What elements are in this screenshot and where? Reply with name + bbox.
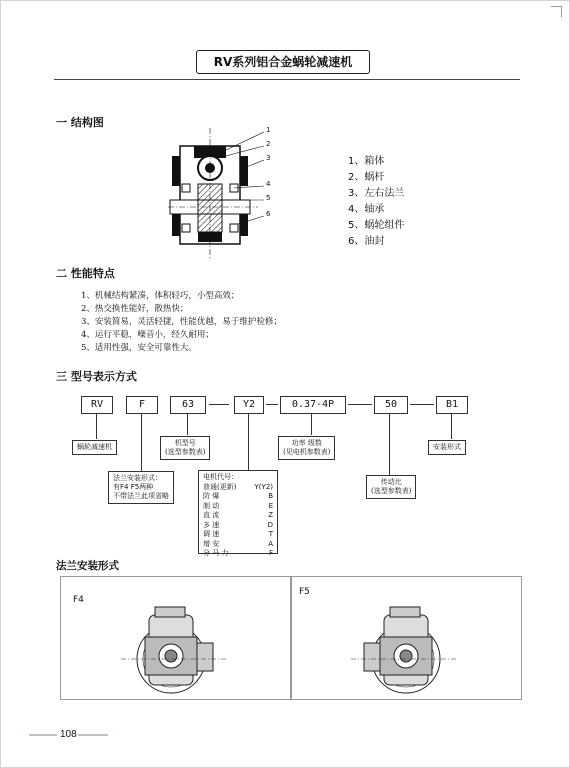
label-ratio [366,475,416,499]
page-title: RV系列铝合金蜗轮减速机 [196,50,370,74]
label-rv: 蜗轮减速机 [72,440,117,455]
motor-code: Z [268,511,273,519]
feature-item: 1、机械结构紧凑，体积轻巧，小型高效； [81,291,240,301]
part-item: 3、左右法兰 [348,188,405,199]
reducer-f4-drawing [121,597,241,695]
connector [451,413,452,439]
motor-code-row [203,502,273,512]
page-number: 108 [60,729,77,740]
motor-code: E [268,501,273,510]
motor-code: T [268,530,273,538]
footer-bar-right [78,734,108,736]
callout-5: 5 [266,194,271,202]
motor-type: 多 速 [203,520,220,529]
connector [141,413,142,471]
motor-code-row [203,530,273,540]
code-rv: RV [81,396,113,414]
footer-bar-left [29,734,57,736]
connector [248,413,249,471]
code-size: 63 [170,396,206,414]
motor-code-heading: 电机代号： [203,473,238,481]
section-model-heading: 三 型号表示方式 [56,370,137,383]
code-mount: B1 [436,396,468,414]
motor-type: 普通(更新) [203,482,237,491]
label-ratio-line: (选型参数表) [371,487,412,495]
part-item: 5、蜗轮组件 [348,220,405,231]
motor-code-row [203,511,273,521]
label-size [160,436,210,460]
callout-6: 6 [266,210,271,218]
code-flange: F [126,396,158,414]
part-item: 1、箱体 [348,156,385,167]
corner-mark [551,6,562,17]
motor-code-row [203,540,273,550]
structure-diagram [168,128,278,258]
callout-1: 1 [266,126,271,134]
motor-type: 增 安 [203,539,220,548]
motor-type: 制 动 [203,501,220,510]
connector [187,413,188,435]
motor-code-row [203,483,273,493]
section-performance-heading: 二 性能特点 [56,267,115,280]
parts-list [348,154,404,250]
part-item: 4、轴承 [348,204,385,215]
motor-code-row [203,549,273,559]
motor-code: A [268,539,273,548]
connector [389,413,390,475]
label-power [278,436,335,460]
motor-code-row [203,492,273,502]
feature-item: 3、安装简易，灵活轻捷，性能优越，易于维护检修； [81,317,282,327]
part-item: 6、油封 [348,236,385,247]
label-flange [108,471,174,504]
flange-f4-label: F4 [73,595,84,605]
flange-panel-f4 [60,576,292,700]
separator [209,404,229,405]
flange-panel-f5 [290,576,522,700]
label-flange-line: 有F4 F5两种 [113,483,154,491]
label-size-line: (选型参数表) [165,448,206,456]
motor-code: B [268,492,273,500]
reducer-f5-drawing [346,597,466,695]
motor-type: 分 马 力 [203,549,229,557]
label-flange-line: 不带法兰此项省略 [113,492,169,500]
section-flange-heading: 法兰安装形式 [56,560,119,572]
callout-3: 3 [266,154,271,162]
motor-code-row [203,521,273,531]
feature-item: 2、热交换性能好，散热快； [81,304,189,314]
label-power-line: (见电机参数表) [283,448,331,456]
part-item: 2、蜗杆 [348,172,385,183]
separator [266,404,278,405]
motor-code: F [268,549,273,557]
section-structure-heading: 一 结构图 [56,116,104,129]
label-flange-line: 法兰安装形式： [113,474,162,482]
feature-item: 5、适用性强，安全可靠性大。 [81,343,197,353]
motor-type: 防 爆 [203,492,220,500]
separator [348,404,372,405]
title-rule [54,79,520,80]
code-ratio: 50 [374,396,408,414]
label-size-line: 机型号 [174,439,196,447]
motor-code-table [198,470,278,557]
connector [311,413,312,435]
code-power: 0.37-4P [280,396,346,414]
features-list [81,290,282,355]
label-mount: 安装形式 [428,440,466,455]
connector [96,413,97,439]
callout-4: 4 [266,180,271,188]
flange-f5-label: F5 [299,587,310,597]
motor-code: Y(Y2) [254,482,273,491]
code-motor: Y2 [234,396,264,414]
feature-item: 4、运行平稳，噪音小，经久耐用； [81,330,214,340]
label-ratio-line: 传动比 [380,478,402,486]
motor-type: 调 速 [203,530,220,538]
motor-code: D [267,520,273,529]
motor-type: 直 流 [203,511,220,519]
label-power-line: 功率 级数 [291,439,322,447]
separator [410,404,434,405]
callout-2: 2 [266,140,271,148]
